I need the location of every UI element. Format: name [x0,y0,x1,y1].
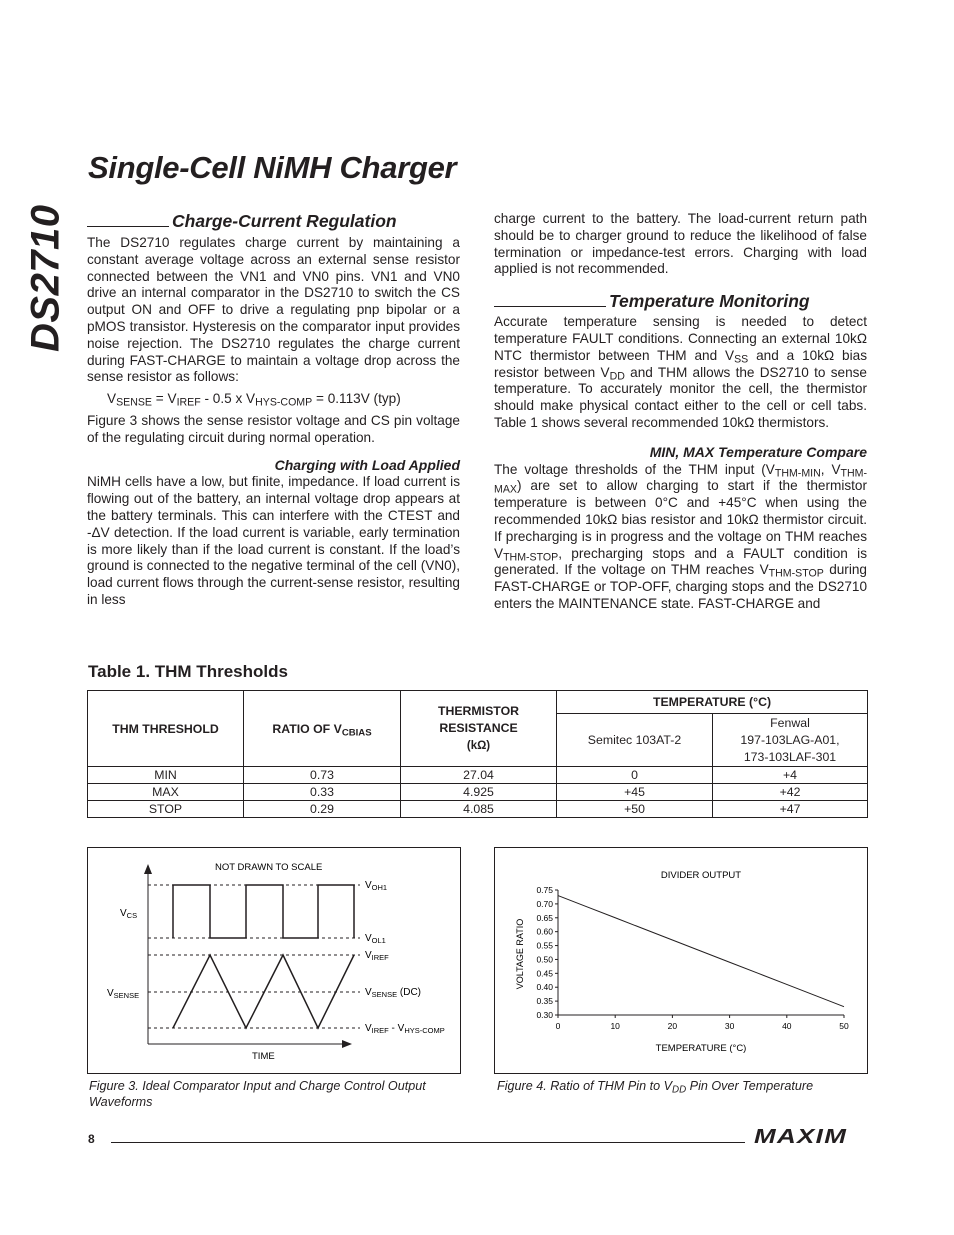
load-applied-paragraph-cont: charge current to the battery. The load-current return path should be to charger ground to reduce the likelihood of false termination or impedance-test errors. Charging with load applied is not recommended. [494,211,867,277]
thm-threshold-table [87,690,868,818]
charge-current-paragraph: The DS2710 regulates charge current by maintaining a constant average voltage across an external sense resistor connected between the VN1 and VN0 pins. VN1 and VN0 drive an internal comparator in the DS2710 to switch the CS output ON and OFF to drive a regulating pnp bipolar or a pMOS transistor. Hysteresis on the comparator input provides noise rejection. The DS2710 regulates the charge current during FAST-CHARGE to maintain a voltage drop across the sense resistor as follows: [87,235,460,385]
minmax-paragraph: The voltage thresholds of the THM input ($V_{THM-MIN}$, $V_{THM-MAX}$) are set to allow charging to start if the thermistor temperature is between 0°C and +45°C when using the recommended 10kΩ bias resistor and 10kΩ thermistor circuit. If precharging is in progress and the voltage on THM reaches $V_{THM-STOP}$, precharging stops and a FAULT condition is generated. If the voltage on THM reaches $V_{THM-STOP}$ during FAST-CHARGE or TOP-OFF, charging stops and the DS2710 enters the MAINTENANCE state. FAST-CHARGE and [494,461,868,611]
y-tick-label: 0.35 [536,996,553,1007]
figure3-reference-paragraph: Figure 3 shows the sense resistor voltage and CS pin voltage of the regulating circuit during normal operation. [87,412,460,445]
cell-fenwal: +42 [713,784,868,801]
table-title: Table 1. THM Thresholds [88,662,288,681]
cell-threshold: MAX [88,784,244,801]
cell-semitec: +45 [557,784,713,801]
table-row [88,784,868,801]
x-tick-label: 30 [724,1021,735,1031]
x-tick-label: 40 [782,1021,792,1031]
cell-ratio: 0.29 [244,801,401,818]
y-tick-label: 0.65 [536,912,553,923]
viref-label: $V_{IREF}$ [365,950,389,962]
vcs-label: $V_{CS}$ [120,908,138,920]
figure3-box [87,847,461,1074]
y-tick-label: 0.50 [536,954,553,965]
x-axis-arrow [342,1040,352,1048]
y-tick-label: 0.60 [536,926,553,937]
col-header-semitec: Semitec 103AT-2 [557,714,713,767]
chart-ylabel: VOLTAGE RATIO [515,918,525,990]
charge-current-heading [87,208,460,230]
heading-rule [494,306,606,307]
cell-threshold: MIN [88,767,244,784]
heading-rule [87,226,169,227]
voh1-label: $V_{OH1}$ [365,880,388,892]
x-tick-label: 20 [667,1021,678,1031]
chart-series-line [558,896,844,1007]
y-tick-label: 0.45 [536,968,553,979]
col-header-threshold: THM THRESHOLD [88,691,244,767]
cell-resistance: 4.085 [401,801,557,818]
vsense-label: $V_{SENSE}$ [107,988,140,1000]
table-row [88,801,868,818]
figure3-caption: Figure 3. Ideal Comparator Input and Charge Control Output Waveforms [89,1079,426,1109]
figure4-box [494,847,868,1074]
chart-axes [558,890,844,1015]
page-number: 8 [88,1132,95,1146]
temperature-heading [494,288,867,310]
col-header-temperature: TEMPERATURE (°C) [557,691,868,714]
figure4-caption: Figure 4. Ratio of THM Pin to $V_{DD}$ Pin Over Temperature [497,1079,814,1096]
chart-ticks [536,885,849,1031]
vol1-label: $V_{OL1}$ [365,933,386,945]
y-tick-label: 0.55 [536,940,553,951]
cell-ratio: 0.33 [244,784,401,801]
heading-text: Charge-Current Regulation [172,211,397,232]
minmax-heading: MIN, MAX Temperature Compare [649,443,867,460]
left-column [87,208,460,609]
side-part-number: DS2710 [23,204,68,352]
footer-rule [111,1142,745,1143]
cell-ratio: 0.73 [244,767,401,784]
cell-resistance: 27.04 [401,767,557,784]
vcs-square-wave [173,885,354,938]
temperature-paragraph: Accurate temperature sensing is needed to detect temperature FAULT conditions. Connecting an external 10kΩ NTC thermistor between THM and $V_{SS}$ and a 10kΩ bias resistor between $V_{DD}$ and THM allows the DS2710 to sense temperature. To accurately monitor the cell, the thermistor should make physical contact either to the cell or cell tabs. Table 1 shows several recommended 10kΩ thermistors. [494,314,867,430]
not-to-scale-note: NOT DRAWN TO SCALE [215,862,323,873]
y-tick-label: 0.75 [536,885,553,895]
x-tick-label: 50 [839,1021,849,1031]
load-applied-paragraph: NiMH cells have a low, but finite, impedance. If load current is flowing out of the battery, an internal voltage drop appears at the battery terminals. This can interfere with the CTEST and -ΔV detection. If the load current is variable, early termination is more likely than if the load current is constant. If the load’s ground is connected to the negative terminal of the cell (VN0), load current flows through the current-sense resistor, resulting in less [87,474,460,607]
col-header-resistance: THERMISTOR RESISTANCE (kΩ) [401,691,557,767]
col-header-fenwal: Fenwal 197-103LAG-A01, 173-103LAF-301 [713,714,868,767]
x-tick-label: 0 [555,1021,561,1031]
figure3-waveform-diagram [88,848,460,1073]
sense-voltage-equation: $V_{SENSE} = V_{IREF} - 0.5$ x $V_{HYS-COMP} = 0.113V$ (typ) [107,391,401,409]
cell-fenwal: +4 [713,767,868,784]
cell-resistance: 4.925 [401,784,557,801]
figure4-divider-chart [495,848,867,1073]
col-header-ratio: RATIO OF $V_{CBIAS}$ [244,691,401,767]
y-tick-label: 0.70 [536,898,553,909]
page-title: Single-Cell NiMH Charger [88,150,457,185]
y-tick-label: 0.40 [536,982,553,993]
vsense-dc-label: $V_{SENSE}$ (DC) [365,987,421,999]
heading-text: Temperature Monitoring [609,291,810,312]
right-column [494,211,867,613]
chart-title: DIVIDER OUTPUT [660,870,742,881]
vhys-label: $V_{IREF} - V_{HYS-COMP}$ [365,1023,445,1035]
cell-semitec: 0 [557,767,713,784]
maxim-logo: MAXIM [754,1126,848,1148]
load-applied-heading: Charging with Load Applied [274,456,460,473]
table-row [88,767,868,784]
cell-semitec: +50 [557,801,713,818]
time-label: TIME [252,1051,275,1062]
cell-threshold: STOP [88,801,244,818]
y-axis-arrow [144,864,152,874]
x-tick-label: 10 [610,1021,620,1031]
y-tick-label: 0.30 [536,1010,553,1020]
chart-xlabel: TEMPERATURE (°C) [655,1043,747,1054]
cell-fenwal: +47 [713,801,868,818]
